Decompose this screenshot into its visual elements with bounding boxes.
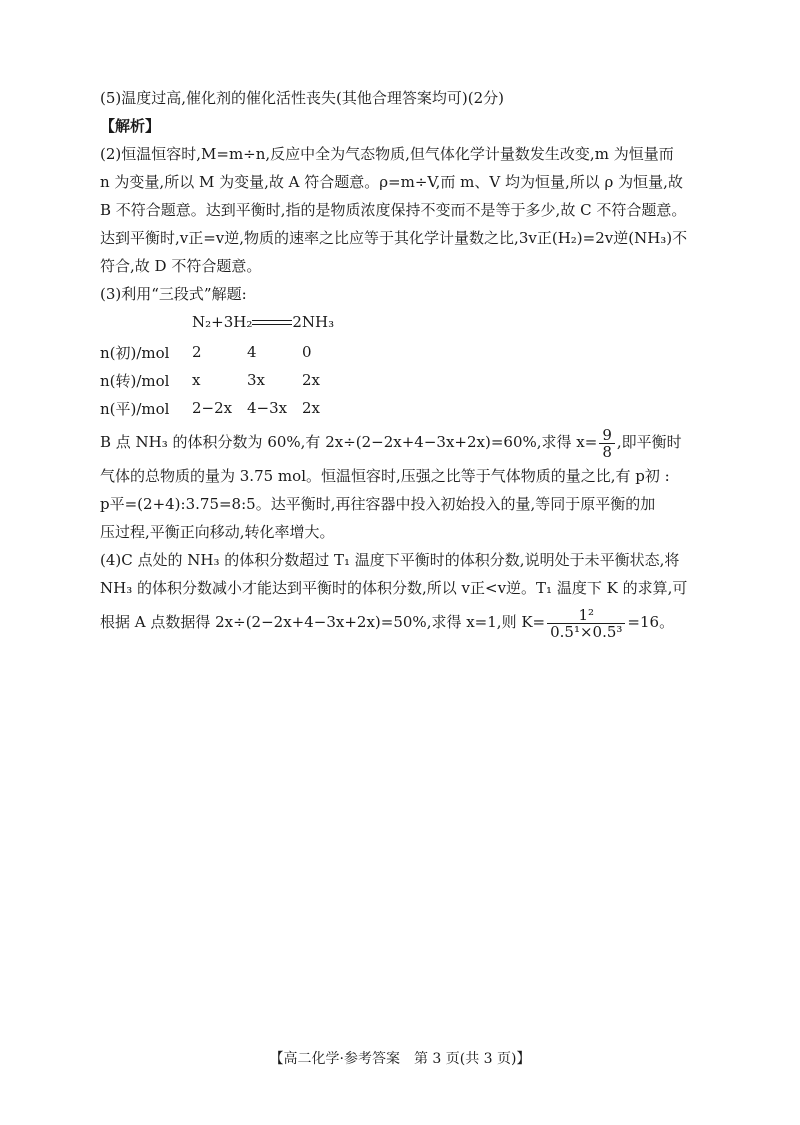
reaction-equation <box>100 308 720 336</box>
answer-5: (5)温度过高,催化剂的催化活性丧失(其他合理答案均可)(2分) <box>100 89 504 107</box>
para-3-line-2: 气体的总物质的量为 3.75 mol。恒温恒容时,压强之比等于气体物质的量之比,有 p初 : <box>100 467 670 485</box>
para-3-line-1-tail: ,即平衡时 <box>616 433 682 451</box>
table-cell: 3x <box>247 371 266 389</box>
para-2-line-2: n 为变量,所以 M 为变量,故 A 符合题意。ρ=m÷V,而 m、V 均为恒量,所以 ρ 为恒量,故 <box>100 173 683 191</box>
page-footer: 【高二化学·参考答案 第 3 页(共 3 页)】 <box>269 1051 531 1067</box>
para-2-line-3: B 不符合题意。达到平衡时,指的是物质浓度保持不变而不是等于多少,故 C 不符合题意。 <box>100 201 687 219</box>
fraction-x <box>599 427 615 460</box>
analysis-heading: 【解析】 <box>100 117 161 135</box>
table-cell: 2x <box>302 371 321 389</box>
fraction-denominator: 8 <box>602 442 612 461</box>
para-3-line-4: 压过程,平衡正向移动,转化率增大。 <box>100 523 335 541</box>
table-cell: n(转)/mol <box>100 371 170 390</box>
table-cell: 4 <box>247 343 257 361</box>
table-cell: x <box>192 371 201 389</box>
para-2-line-4: 达到平衡时,v正=v逆,物质的速率之比应等于其化学计量数之比,3v正(H₂)=2v逆(NH₃)不 <box>100 229 688 247</box>
para-4-line-3-text: 根据 A 点数据得 2x÷(2−2x+4−3x+2x)=50%,求得 x=1,则 K= <box>100 613 546 631</box>
table-cell: 2 <box>192 343 202 361</box>
table-cell: 2−2x <box>192 399 233 417</box>
table-cell: 2x <box>302 399 321 417</box>
answer-page <box>100 84 720 642</box>
para-4-line-3 <box>100 602 720 642</box>
para-3-line-1-text: B 点 NH₃ 的体积分数为 60%,有 2x÷(2−2x+4−3x+2x)=60%,求得 x= <box>100 433 598 451</box>
table-row <box>100 338 362 366</box>
para-4-line-3-tail: =16。 <box>627 613 675 631</box>
equation-right: 2NH₃ <box>292 313 335 331</box>
para-2-line-5: 符合,故 D 不符合题意。 <box>100 257 262 275</box>
equation-left: N₂+3H₂ <box>192 313 253 331</box>
equilibrium-arrow-icon <box>252 318 292 328</box>
para-4-line-2: NH₃ 的体积分数减小才能达到平衡时的体积分数,所以 v正<v逆。T₁ 温度下 K 的求算,可 <box>100 579 688 597</box>
table-row <box>100 366 362 394</box>
para-3-intro: (3)利用“三段式”解题: <box>100 285 247 303</box>
fraction-numerator: 9 <box>599 427 615 444</box>
table-row <box>100 394 362 422</box>
table-cell: 4−3x <box>247 399 288 417</box>
three-stage-table <box>100 338 362 422</box>
table-cell: n(平)/mol <box>100 399 170 418</box>
fraction-k <box>547 607 625 640</box>
fraction-denominator: 0.5¹×0.5³ <box>550 622 623 641</box>
fraction-numerator: 1² <box>547 607 625 624</box>
para-4-line-1: (4)C 点处的 NH₃ 的体积分数超过 T₁ 温度下平衡时的体积分数,说明处于未平衡状态,将 <box>100 551 680 569</box>
para-2-line-1: (2)恒温恒容时,M=m÷n,反应中全为气态物质,但气体化学计量数发生改变,m 为恒量而 <box>100 145 674 163</box>
table-cell: 0 <box>302 343 312 361</box>
para-3-line-1 <box>100 422 720 462</box>
para-3-line-3: p平=(2+4):3.75=8:5。达平衡时,再往容器中投入初始投入的量,等同于原平衡的加 <box>100 495 656 513</box>
table-cell: n(初)/mol <box>100 343 170 362</box>
